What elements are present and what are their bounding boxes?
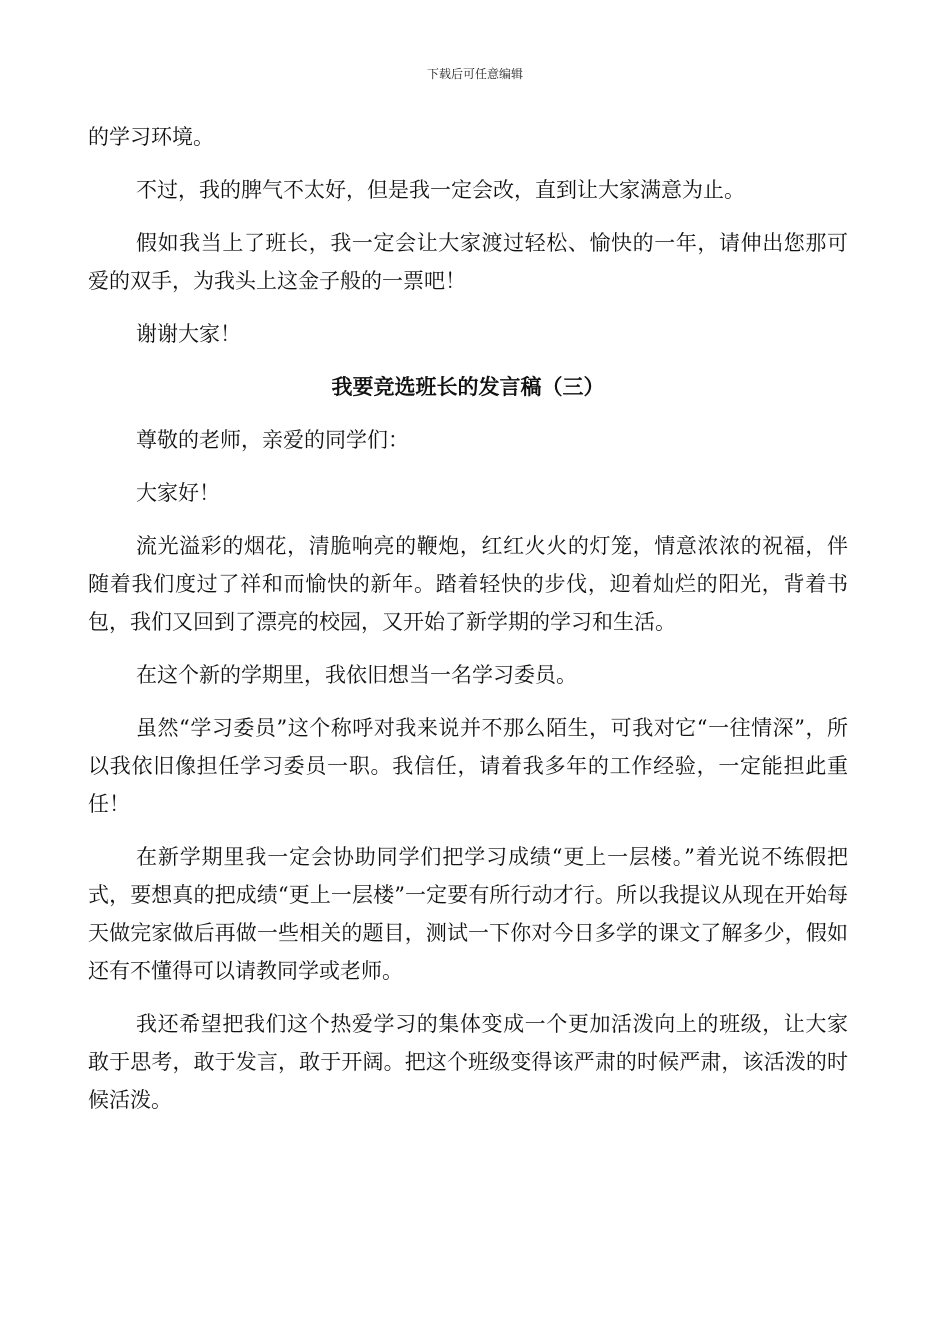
document-body [88,118,848,1134]
paragraph: 假如我当上了班长，我一定会让大家渡过轻松、愉快的一年，请伸出您那可爱的双手，为我头上这金子般的一票吧！ [88,231,848,293]
paragraph: 虽然“学习委员”这个称呼对我来说并不那么陌生，可我对它“一往情深”，所以我依旧像担任学习委员一职。我信任，请着我多年的工作经验，一定能担此重任！ [88,716,848,816]
closing-thanks: 谢谢大家！ [136,322,241,346]
greeting: 大家好！ [136,481,220,505]
paragraph: 在新学期里我一定会协助同学们把学习成绩“更上一层楼。”着光说不练假把式，要想真的把成绩“更上一层楼”一定要有所行动才行。所以我提议从现在开始每天做完家做后再做一些相关的题目，测试一下你对今日多学的课文了解多少，假如还有不懂得可以请教同学或老师。 [88,845,848,983]
paragraph: 在这个新的学期里，我依旧想当一名学习委员。 [136,663,577,687]
section-title: 我要竞选班长的发言稿（三） [331,375,605,399]
paragraph: 我还希望把我们这个热爱学习的集体变成一个更加活泼向上的班级，让大家敢于思考，敢于发言，敢于开阔。把这个班级变得该严肃的时候严肃，该活泼的时候活泼。 [88,1012,848,1112]
paragraph: 不过，我的脾气不太好，但是我一定会改，直到让大家满意为止。 [136,178,745,202]
salutation: 尊敬的老师，亲爱的同学们： [136,428,409,452]
page-header-note: 下载后可任意编辑 [426,67,523,81]
paragraph: 流光溢彩的烟花，清脆响亮的鞭炮，红红火火的灯笼，情意浓浓的祝福，伴随着我们度过了祥和而愉快的新年。踏着轻快的步伐，迎着灿烂的阳光，背着书包，我们又回到了漂亮的校园，又开始了新学期的学习和生活。 [88,534,848,634]
paragraph: 的学习环境。 [88,125,214,149]
